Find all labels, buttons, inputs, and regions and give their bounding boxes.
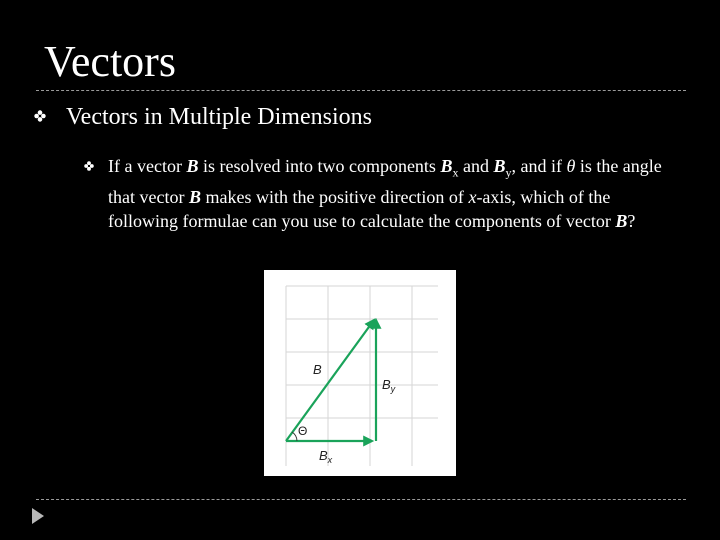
flower-bullet-icon bbox=[84, 161, 94, 171]
diagram-grid bbox=[286, 286, 438, 466]
question-paragraph: If a vector B is resolved into two components $B_x$ and $B_y$, and if θ is the angle that vector B makes with the positive direction of x-axis, which of the following formulae can you use to calculate the components of vector B? bbox=[108, 156, 662, 231]
vector-diagram bbox=[264, 270, 456, 476]
label-B: B bbox=[313, 362, 322, 377]
label-By: $B_y$ bbox=[382, 377, 396, 394]
footer-divider bbox=[36, 499, 686, 500]
vector-B-arrow bbox=[286, 320, 374, 441]
slide-title: Vectors bbox=[44, 37, 176, 86]
vector-components-figure bbox=[264, 270, 456, 476]
play-triangle-icon[interactable] bbox=[30, 506, 46, 526]
flower-bullet-icon bbox=[34, 110, 46, 122]
title-divider bbox=[36, 90, 686, 91]
label-Bx: $B_x$ bbox=[319, 448, 333, 465]
level1-bullet-text: Vectors in Multiple Dimensions bbox=[66, 104, 372, 130]
label-theta: Θ bbox=[298, 424, 308, 438]
